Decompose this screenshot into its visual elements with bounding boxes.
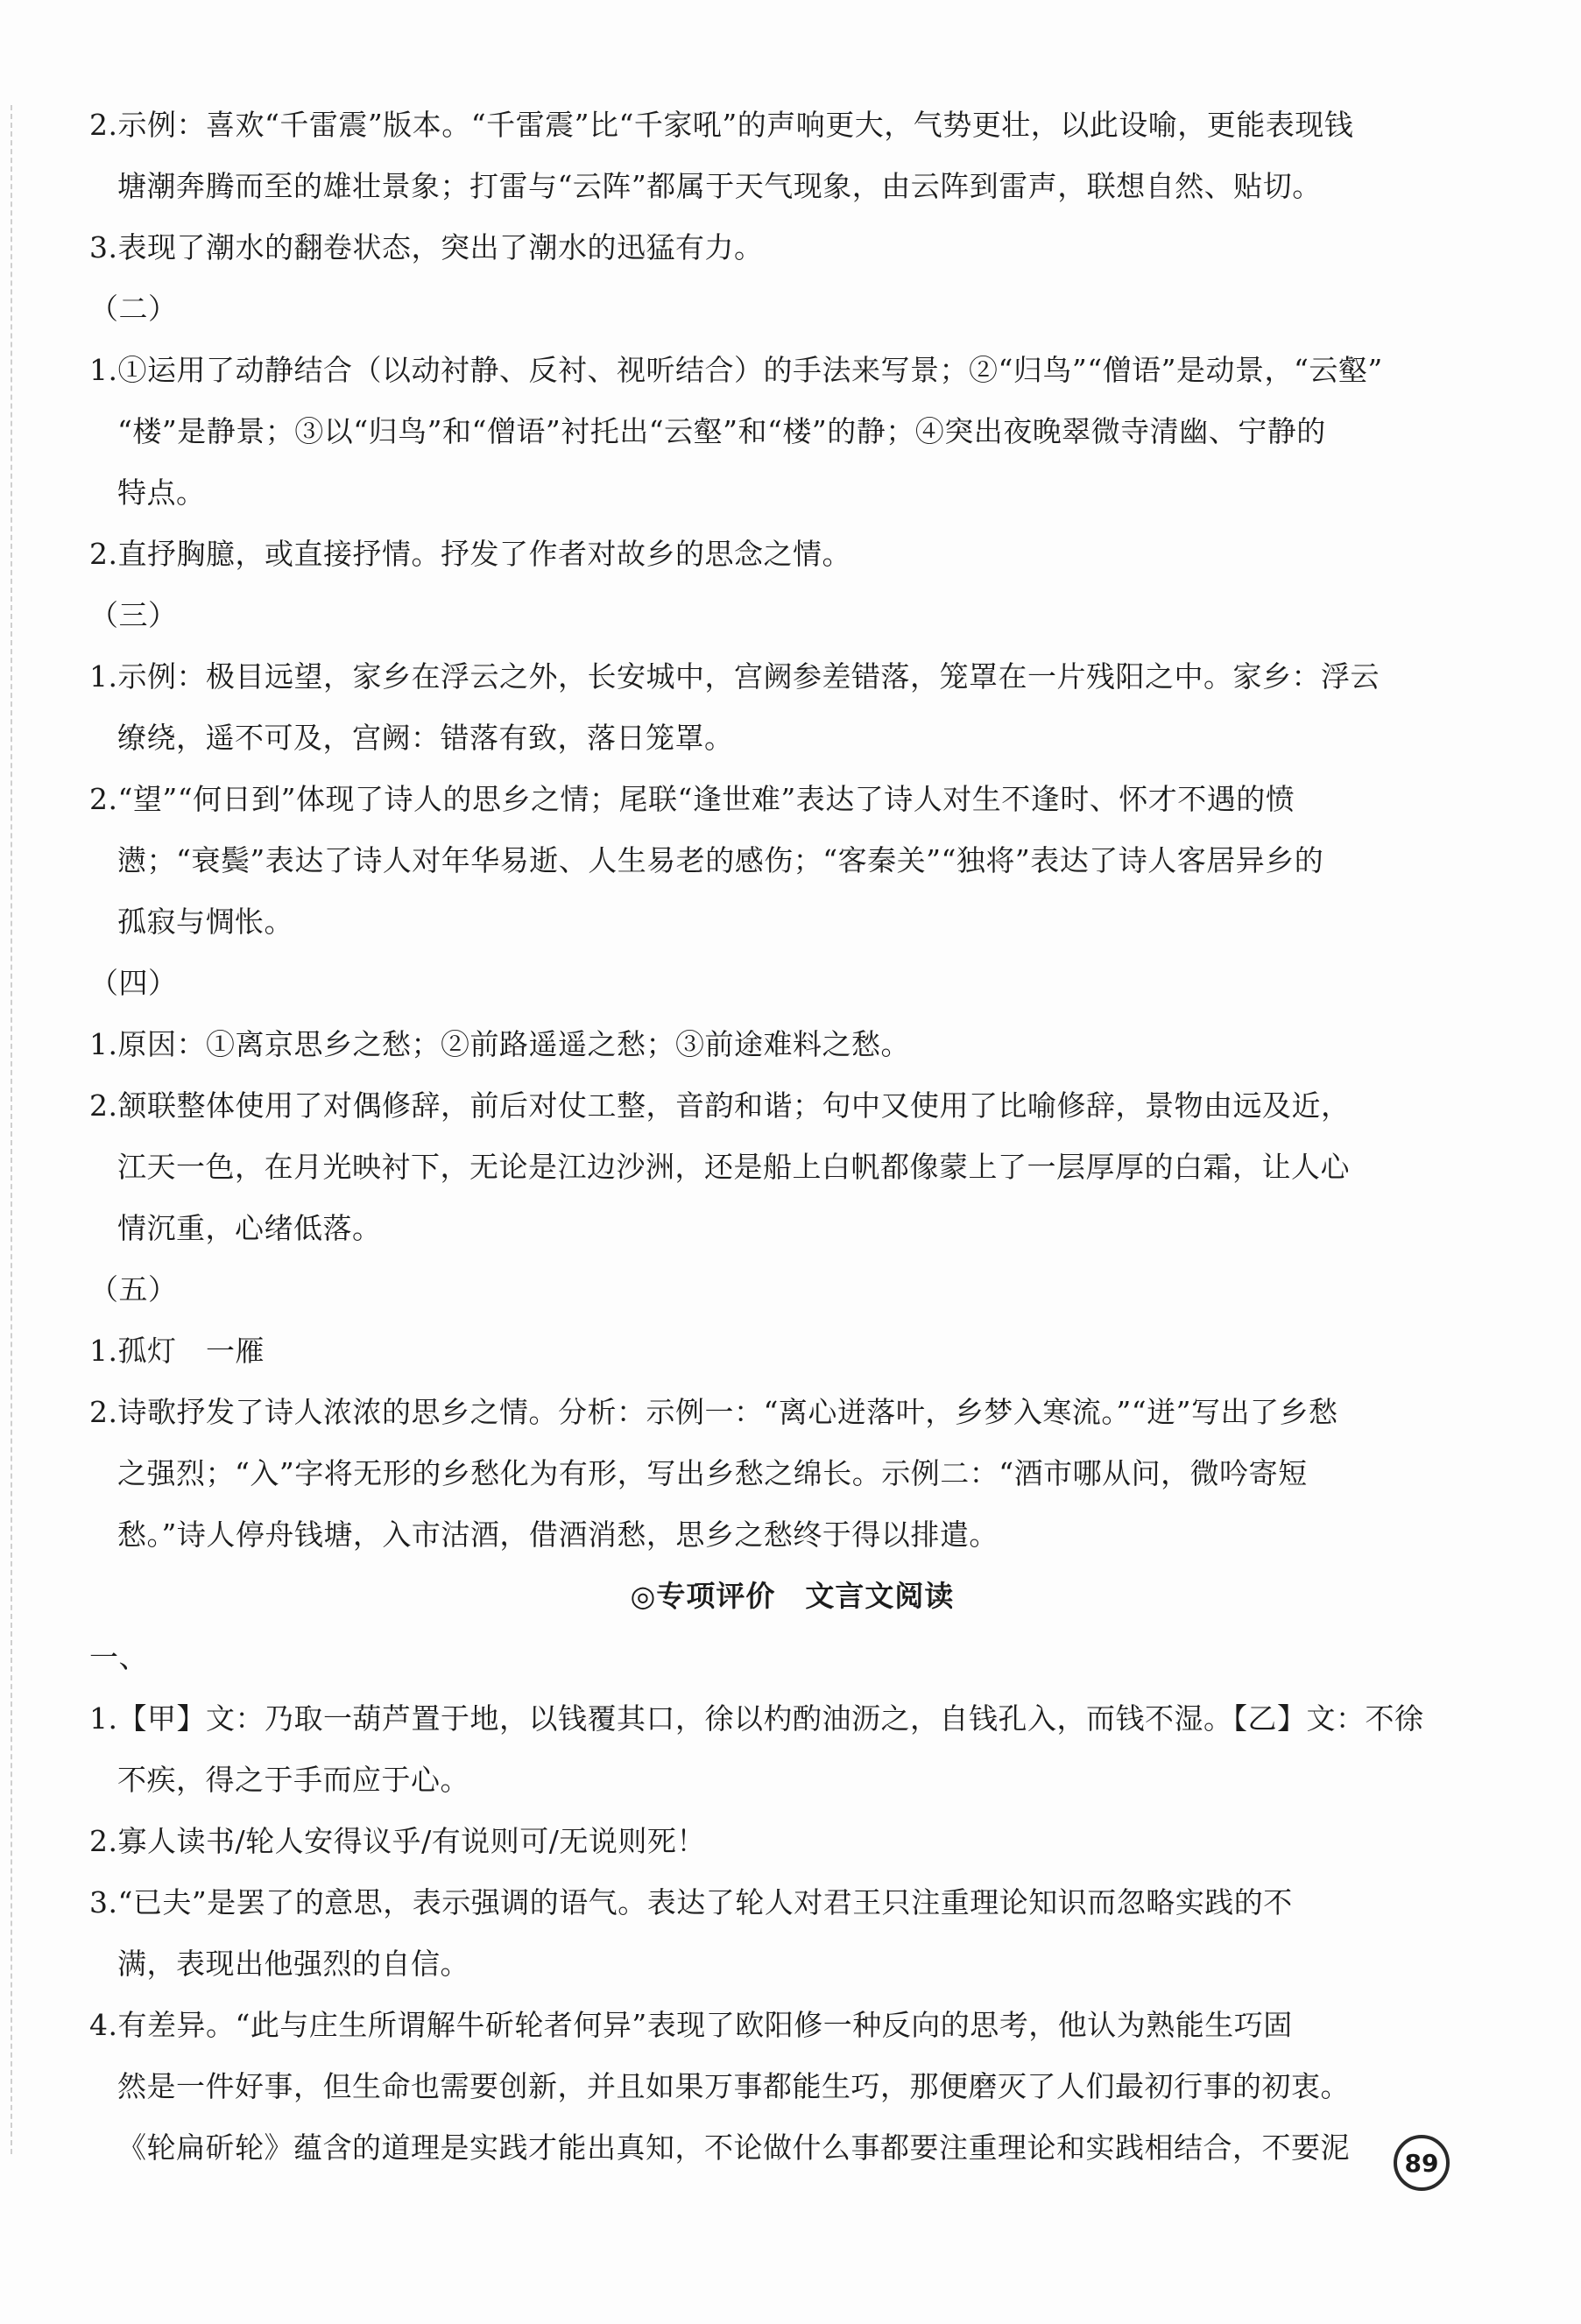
answer-line: 孤寂与惆怅。 bbox=[117, 905, 293, 939]
answer-line: 2.直抒胸臆，或直接抒情。抒发了作者对故乡的思念之情。 bbox=[89, 537, 851, 571]
answer-line: 情沉重，心绪低落。 bbox=[117, 1211, 382, 1245]
answer-line: 2.颔联整体使用了对偶修辞，前后对仗工整，音韵和谐；句中又使用了比喻修辞，景物由远及近， bbox=[89, 1088, 1351, 1123]
answer-line: 3.“已夫”是罢了的意思，表示强调的语气。表达了轮人对君王只注重理论知识而忽略实践的不 bbox=[89, 1885, 1293, 1919]
answer-line: “楼”是静景；③以“归鸟”和“僧语”衬托出“云壑”和“楼”的静；④突出夜晚翠微寺清幽、宁静的 bbox=[117, 414, 1326, 448]
answer-line: 塘潮奔腾而至的雄壮景象；打雷与“云阵”都属于天气现象，由云阵到雷声，联想自然、贴切。 bbox=[117, 169, 1322, 203]
answer-line: 然是一件好事，但生命也需要创新，并且如果万事都能生巧，那便磨灭了人们最初行事的初衷。 bbox=[117, 2069, 1350, 2103]
section-marker: 一、 bbox=[89, 1640, 148, 1674]
answer-line: 缭绕，遥不可及，宫阙：错落有致，落日笼罩。 bbox=[117, 721, 734, 755]
section-marker: （三） bbox=[89, 598, 178, 632]
answer-line: 《轮扁斫轮》蕴含的道理是实践才能出真知，不论做什么事都要注重理论和实践相结合，不要泥 bbox=[117, 2130, 1350, 2165]
answer-line: 1.【甲】文：乃取一葫芦置于地，以钱覆其口，徐以杓酌油沥之，自钱孔入，而钱不湿。【乙】文：不徐 bbox=[89, 1701, 1424, 1736]
answer-line: 2.“望”“何日到”体现了诗人的思乡之情；尾联“逢世难”表达了诗人对生不逢时、怀才不遇的愤 bbox=[89, 782, 1295, 816]
answer-line: 2.示例：喜欢“千雷震”版本。“千雷震”比“千家吼”的声响更大，气势更壮，以此设喻，更能表现钱 bbox=[89, 108, 1354, 142]
answer-line: 愁。”诗人停舟钱塘，入市沽酒，借酒消愁，思乡之愁终于得以排遣。 bbox=[117, 1518, 999, 1552]
answer-line: 懑；“衰鬓”表达了诗人对年华易逝、人生易老的感伤；“客秦关”“独将”表达了诗人客居异乡的 bbox=[117, 843, 1324, 877]
answer-line: 3.表现了潮水的翻卷状态，突出了潮水的迅猛有力。 bbox=[89, 230, 764, 264]
section-marker: （二） bbox=[89, 292, 178, 326]
answer-line: 4.有差异。“此与庄生所谓解牛斫轮者何异”表现了欧阳修一种反向的思考，他认为熟能生巧固 bbox=[89, 2008, 1293, 2042]
section-marker: （四） bbox=[89, 966, 178, 1000]
answer-line: 1.示例：极目远望，家乡在浮云之外，长安城中，宫阙参差错落，笼罩在一片残阳之中。家乡：浮云 bbox=[89, 659, 1380, 694]
answer-line: 江天一色，在月光映衬下，无论是江边沙洲，还是船上白帆都像蒙上了一层厚厚的白霜，让人心 bbox=[117, 1150, 1350, 1184]
answer-line: 之强烈；“入”字将无形的乡愁化为有形，写出乡愁之绵长。示例二：“酒市哪从问，微吟寄短 bbox=[117, 1456, 1308, 1490]
answer-line: 特点。 bbox=[117, 475, 206, 510]
answer-line: 1.原因：①离京思乡之愁；②前路遥遥之愁；③前途难料之愁。 bbox=[89, 1027, 910, 1061]
answer-line: 满，表现出他强烈的自信。 bbox=[117, 1947, 469, 1981]
answer-line: 2.寡人读书/轮人安得议乎/有说则可/无说则死！ bbox=[89, 1824, 706, 1858]
answer-line: 1.孤灯 一雁 bbox=[89, 1334, 265, 1368]
left-margin-rule bbox=[11, 105, 12, 2154]
page-number-badge: 89 bbox=[1394, 2135, 1450, 2191]
answer-line: 1.①运用了动静结合（以动衬静、反衬、视听结合）的手法来写景；②“归鸟”“僧语”是动景，“云壑” bbox=[89, 353, 1383, 387]
section-heading: ◎专项评价 文言文阅读 bbox=[630, 1579, 955, 1613]
answer-line: 不疾，得之于手而应于心。 bbox=[117, 1763, 469, 1797]
answer-content bbox=[89, 95, 1460, 2179]
answer-line: 2.诗歌抒发了诗人浓浓的思乡之情。分析：示例一：“离心迸落叶，乡梦入寒流。”“迸”写出了乡愁 bbox=[89, 1395, 1338, 1429]
section-marker: （五） bbox=[89, 1272, 178, 1306]
